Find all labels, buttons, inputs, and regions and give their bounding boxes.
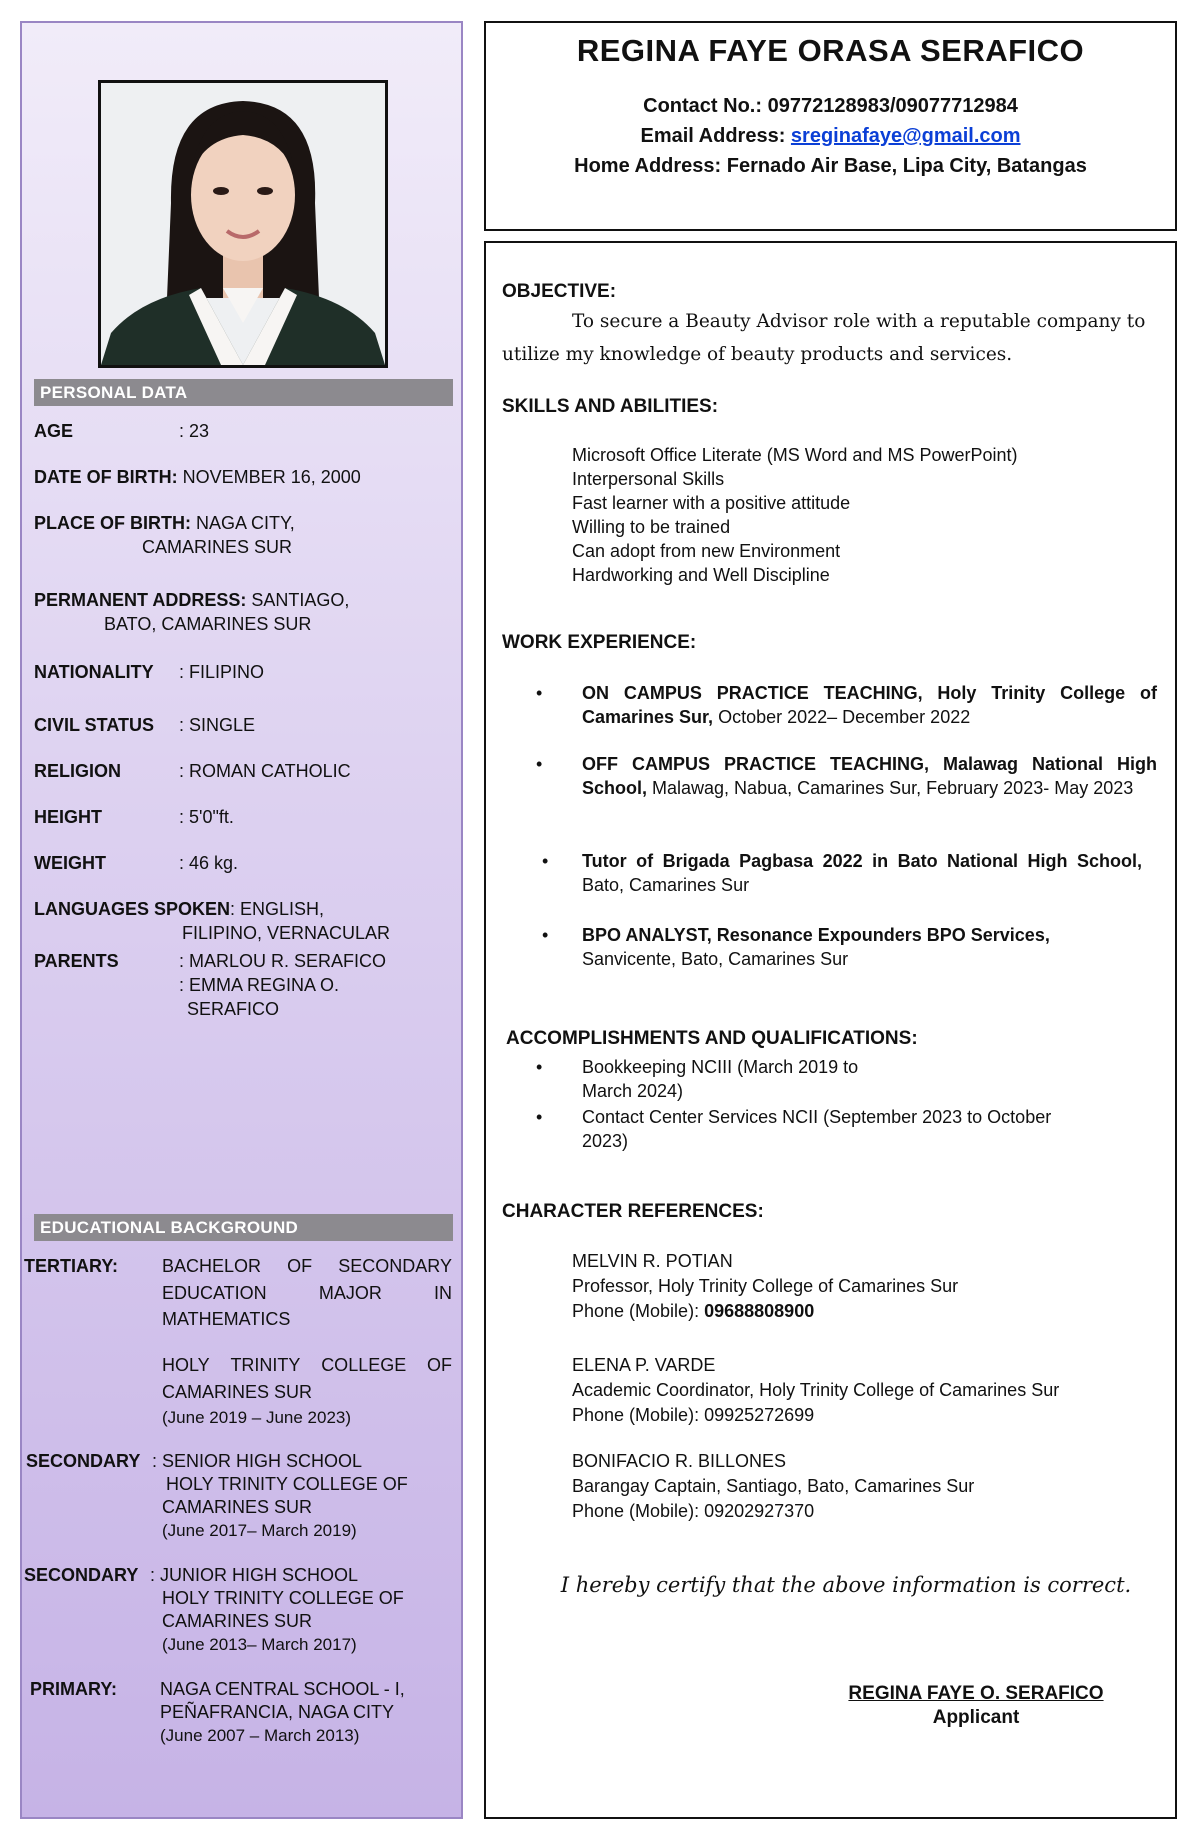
jhs-label: SECONDARY	[24, 1565, 139, 1585]
accomplishment-text	[582, 1055, 1157, 1103]
signature-name: REGINA FAYE O. SERAFICO	[848, 1683, 1104, 1704]
dob-row	[34, 465, 361, 489]
languages-value-2: FILIPINO, VERNACULAR	[182, 923, 391, 943]
work-item	[536, 923, 1156, 973]
work-item	[536, 752, 1156, 826]
word: OF	[426, 1355, 452, 1375]
work-item-details: Bato, Camarines Sur	[582, 875, 750, 895]
shs-line-3: CAMARINES SUR	[162, 1497, 313, 1517]
skill-item: Willing to be trained	[572, 517, 731, 537]
reference-name: ELENA P. VARDE	[572, 1355, 716, 1375]
parents-value-3: SERAFICO	[187, 999, 280, 1019]
reference-item	[572, 1449, 974, 1524]
accomplishment-item	[536, 1055, 1156, 1105]
languages-value-1: : ENGLISH,	[230, 899, 325, 919]
applicant-name: REGINA FAYE ORASA SERAFICO	[576, 33, 1085, 68]
perm-address-value-1: SANTIAGO,	[251, 590, 350, 610]
tertiary-degree-line-2	[162, 1280, 452, 1306]
jhs-line-1: : JUNIOR HIGH SCHOOL	[150, 1565, 359, 1585]
tertiary-degree-line-3: MATHEMATICS	[162, 1309, 291, 1329]
shs-label: SECONDARY	[26, 1451, 141, 1471]
word: HOLY	[162, 1355, 210, 1375]
word: SECONDARY	[338, 1256, 452, 1276]
edu-primary	[30, 1678, 460, 1758]
edu-tertiary	[24, 1253, 454, 1433]
bullet: •	[536, 754, 543, 774]
primary-line-2: PEÑAFRANCIA, NAGA CITY	[160, 1702, 395, 1722]
accomplishments-heading: ACCOMPLISHMENTS AND QUALIFICATIONS:	[506, 1028, 918, 1049]
work-item	[536, 681, 1156, 731]
jhs-line-3: CAMARINES SUR	[162, 1611, 313, 1631]
work-experience-heading: WORK EXPERIENCE:	[502, 632, 697, 653]
perm-address-row	[34, 588, 349, 636]
contact-label: Contact No.:	[643, 95, 763, 117]
skill-item: Can adopt from new Environment	[572, 541, 841, 561]
accomplishment-item	[536, 1105, 1156, 1155]
objective-line-2: utilize my knowledge of beauty products and services.	[502, 344, 1013, 365]
email-link[interactable]: sreginafaye@gmail.com	[790, 125, 1021, 147]
skill-item: Hardworking and Well Discipline	[572, 565, 830, 585]
religion-value: : ROMAN CATHOLIC	[179, 761, 351, 781]
nationality-row	[34, 660, 264, 684]
email-line	[486, 121, 1175, 151]
perm-address-value-2: BATO, CAMARINES SUR	[104, 614, 312, 634]
primary-line-1: NAGA CENTRAL SCHOOL - I,	[160, 1679, 405, 1699]
work-item	[536, 849, 1156, 899]
skills-heading: SKILLS AND ABILITIES:	[502, 396, 719, 417]
signature-block	[786, 1682, 1166, 1730]
email-label: Email Address:	[640, 125, 786, 147]
work-item-title: BPO ANALYST, Resonance Expounders BPO Services,	[582, 925, 1050, 945]
references-heading: CHARACTER REFERENCES:	[502, 1201, 764, 1222]
height-row	[34, 805, 234, 829]
shs-dates: (June 2017– March 2019)	[162, 1521, 357, 1540]
home-address-line	[486, 151, 1175, 181]
languages-label: LANGUAGES SPOKEN	[34, 899, 231, 919]
bullet: •	[542, 851, 549, 871]
word: MAJOR	[318, 1283, 382, 1303]
parents-label: PARENTS	[34, 951, 119, 971]
work-item-details: October 2022– December 2022	[713, 707, 971, 727]
bullet: •	[536, 1107, 543, 1127]
pob-label: PLACE OF BIRTH:	[34, 513, 191, 533]
objective-heading: OBJECTIVE:	[502, 281, 617, 302]
age-label: AGE	[34, 421, 74, 441]
accomplishment-line-1: Bookkeeping NCIII (March 2019 to	[582, 1057, 859, 1077]
work-item-text	[582, 752, 1157, 800]
contact-number-line	[486, 91, 1175, 121]
accomplishment-text	[582, 1105, 1157, 1153]
height-value: : 5'0"ft.	[179, 807, 234, 827]
skill-item: Interpersonal Skills	[572, 469, 725, 489]
age-value: : 23	[179, 421, 210, 441]
work-item-text	[582, 849, 1142, 897]
reference-name: BONIFACIO R. BILLONES	[572, 1451, 787, 1471]
objective-text	[502, 305, 1162, 371]
dob-value: NOVEMBER 16, 2000	[182, 467, 361, 487]
height-label: HEIGHT	[34, 807, 103, 827]
parents-row	[34, 949, 386, 1021]
pob-row	[34, 511, 295, 559]
address-label: Home Address:	[574, 155, 722, 177]
tertiary-degree-line-1	[162, 1253, 452, 1279]
religion-label: RELIGION	[34, 761, 122, 781]
work-item-text	[582, 923, 1062, 971]
skill-item: Fast learner with a positive attitude	[572, 493, 851, 513]
edu-junior-high	[24, 1564, 454, 1664]
work-item-title: ON CAMPUS PRACTICE TEACHING, Holy Trinity College of Camarines Sur,	[582, 683, 1157, 727]
education-heading: EDUCATIONAL BACKGROUND	[34, 1214, 453, 1241]
nationality-label: NATIONALITY	[34, 662, 154, 682]
phone-label: Phone (Mobile):	[572, 1301, 700, 1321]
jhs-line-2: HOLY TRINITY COLLEGE OF	[162, 1588, 404, 1608]
pob-value-2: CAMARINES SUR	[142, 537, 293, 557]
reference-name: MELVIN R. POTIAN	[572, 1251, 733, 1271]
accomplishment-line-2: March 2024)	[582, 1081, 684, 1101]
tertiary-school-line-1	[162, 1352, 452, 1378]
parents-value-2: : EMMA REGINA O.	[179, 975, 340, 995]
work-item-title: OFF CAMPUS PRACTICE TEACHING, Malawag National High School,	[582, 754, 1157, 798]
work-item-text	[582, 681, 1157, 729]
skill-item: Microsoft Office Literate (MS Word and MS PowerPoint)	[572, 445, 1018, 465]
portrait-image	[101, 83, 385, 365]
phone-number: 09688808900	[704, 1301, 815, 1321]
reference-role: Barangay Captain, Santiago, Bato, Camarines Sur	[572, 1476, 975, 1496]
objective-line-1: To secure a Beauty Advisor role with a reputable company to	[572, 311, 1146, 332]
address-value: Fernado Air Base, Lipa City, Batangas	[726, 155, 1087, 177]
bullet: •	[536, 1057, 543, 1077]
contact-value: 09772128983/09077712984	[767, 95, 1018, 117]
languages-row	[34, 897, 390, 945]
work-item-details: Malawag, Nabua, Camarines Sur, February 2023- May 2023	[647, 778, 1134, 798]
edu-senior-high	[26, 1450, 456, 1550]
word: BACHELOR	[162, 1256, 262, 1276]
tertiary-school-line-2: CAMARINES SUR	[162, 1382, 313, 1402]
shs-line-2: HOLY TRINITY COLLEGE OF	[166, 1474, 408, 1494]
parents-value-1: : MARLOU R. SERAFICO	[179, 951, 387, 971]
skills-list	[572, 443, 1018, 587]
accomplishment-line-2: 2023)	[582, 1131, 629, 1151]
age-row	[34, 419, 209, 443]
word: IN	[433, 1283, 452, 1303]
civil-status-row	[34, 713, 255, 737]
perm-address-label: PERMANENT ADDRESS:	[34, 590, 247, 610]
tertiary-label: TERTIARY:	[24, 1256, 118, 1276]
reference-role: Academic Coordinator, Holy Trinity College of Camarines Sur	[572, 1380, 1060, 1400]
reference-item	[572, 1249, 958, 1324]
reference-item	[572, 1353, 1059, 1428]
dob-label: DATE OF BIRTH:	[34, 467, 178, 487]
work-item-title: Tutor of Brigada Pagbasa 2022 in Bato National High School,	[582, 851, 1142, 871]
bullet: •	[536, 683, 543, 703]
reference-phone	[572, 1299, 958, 1324]
weight-value: : 46 kg.	[179, 853, 239, 873]
bullet: •	[542, 925, 549, 945]
civil-status-value: : SINGLE	[179, 715, 256, 735]
shs-line-1: : SENIOR HIGH SCHOOL	[152, 1451, 363, 1471]
weight-row	[34, 851, 238, 875]
word: EDUCATION	[162, 1283, 267, 1303]
primary-label: PRIMARY:	[30, 1679, 117, 1699]
signature-role: Applicant	[932, 1707, 1020, 1728]
left-panel	[20, 21, 463, 1819]
reference-phone: Phone (Mobile): 09202927370	[572, 1501, 815, 1521]
weight-label: WEIGHT	[34, 853, 106, 873]
pob-value-1: NAGA CITY,	[196, 513, 295, 533]
certification-statement: I hereby certify that the above information is correct.	[560, 1573, 1132, 1597]
word: OF	[287, 1256, 313, 1276]
religion-row	[34, 759, 351, 783]
work-item-details: Sanvicente, Bato, Camarines Sur	[582, 949, 849, 969]
word: COLLEGE	[321, 1355, 407, 1375]
tertiary-dates: (June 2019 – June 2023)	[162, 1408, 352, 1427]
civil-status-label: CIVIL STATUS	[34, 715, 155, 735]
primary-dates: (June 2007 – March 2013)	[160, 1726, 360, 1745]
header-box	[484, 21, 1177, 231]
main-box	[484, 241, 1177, 1819]
accomplishment-line-1: Contact Center Services NCII (September 2023 to October	[582, 1107, 1052, 1127]
reference-phone: Phone (Mobile): 09925272699	[572, 1405, 815, 1425]
profile-photo	[98, 80, 388, 368]
word: TRINITY	[230, 1355, 301, 1375]
personal-data-heading: PERSONAL DATA	[34, 379, 453, 406]
reference-role: Professor, Holy Trinity College of Camarines Sur	[572, 1276, 959, 1296]
jhs-dates: (June 2013– March 2017)	[162, 1635, 357, 1654]
nationality-value: : FILIPINO	[179, 662, 265, 682]
